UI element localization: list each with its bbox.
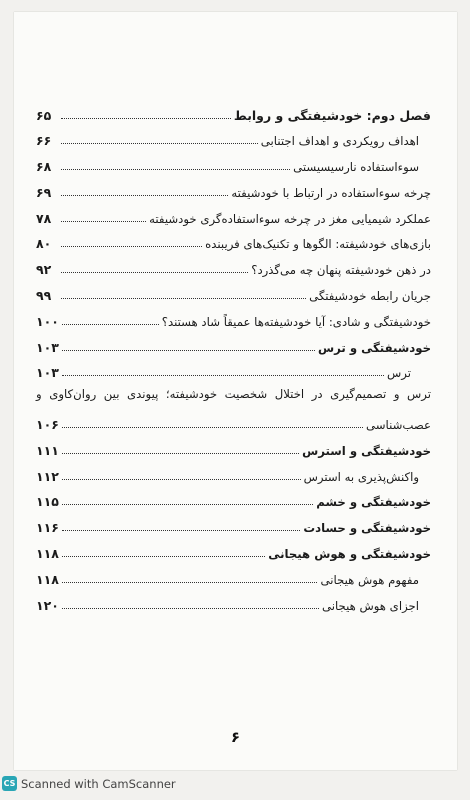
toc-leader-dots: [62, 324, 159, 325]
toc-entry-title: عصب‌شناسی: [365, 418, 431, 433]
toc-entry-title: خودشیفتگی و استرس: [302, 443, 431, 458]
toc-entry-title: بازی‌های خودشیفته: الگوها و تکنیک‌های فریبنده: [205, 237, 431, 252]
camscanner-logo-icon: CS: [2, 776, 17, 791]
toc-chapter-heading: [36, 98, 431, 123]
toc-entry-page-number: ۱۰۳: [36, 365, 59, 381]
toc-entry: [36, 175, 431, 200]
toc-entry-title: فصل دوم: خودشیفتگی و روابط: [233, 107, 431, 123]
toc-entry-page-number: ۶۹: [36, 184, 52, 200]
toc-entry-title: واکنش‌پذیری به استرس: [303, 469, 419, 484]
toc-entry: [36, 562, 431, 587]
toc-entry-title: ترس: [387, 366, 411, 381]
page-number: ۶: [230, 728, 241, 746]
toc-entry-page-number: ۱۰۶: [36, 417, 59, 433]
toc-entry: [36, 408, 431, 433]
toc-leader-dots: [62, 479, 301, 480]
toc-entry-page-number: ۱۰۳: [36, 339, 59, 355]
toc-entry-title: جریان رابطه خودشیفتگی: [309, 289, 431, 304]
book-page: [14, 12, 457, 770]
toc-leader-dots: [62, 453, 299, 454]
toc-leader-dots: [61, 195, 228, 196]
camscanner-watermark: [2, 776, 176, 791]
toc-entry: [36, 227, 431, 252]
toc-leader-dots: [62, 350, 315, 351]
toc-entry: [36, 485, 431, 510]
toc-entry-page-number: ۱۱۸: [36, 546, 59, 562]
toc-entry: [36, 201, 431, 226]
toc-entry: [36, 330, 431, 355]
toc-entry: [36, 150, 431, 175]
table-of-contents: [36, 98, 431, 614]
toc-entry-title: عملکرد شیمیایی مغز در چرخه سوءاستفاده‌گری خودشیفته: [149, 211, 431, 226]
toc-entry: [36, 459, 431, 484]
toc-entry: [36, 382, 431, 407]
toc-leader-dots: [62, 530, 300, 531]
toc-leader-dots: [61, 221, 146, 222]
toc-entry: [36, 588, 431, 613]
toc-entry-title: اهداف رویکردی و اهداف اجتنابی: [260, 134, 419, 149]
toc-entry-page-number: ۱۲۰: [36, 597, 59, 613]
toc-entry-title: سوءاستفاده نارسیسیستی: [293, 160, 419, 175]
toc-leader-dots: [62, 582, 318, 583]
toc-leader-dots: [62, 504, 313, 505]
toc-entry: [36, 124, 431, 149]
toc-entry: [36, 537, 431, 562]
toc-entry: [36, 433, 431, 458]
toc-leader-dots: [61, 169, 290, 170]
toc-entry-page-number: ۶۸: [36, 159, 52, 175]
toc-entry-page-number: ۱۱۱: [36, 442, 59, 458]
toc-entry-page-number: ۱۰۰: [36, 313, 59, 329]
toc-entry-page-number: ۶۶: [36, 133, 52, 149]
toc-leader-dots: [61, 118, 231, 119]
toc-entry: [36, 356, 431, 381]
toc-entry-title: اجزای هوش هیجانی: [321, 598, 419, 613]
toc-entry-title: خودشیفتگی و حسادت: [303, 521, 431, 536]
toc-entry: [36, 253, 431, 278]
toc-leader-dots: [61, 246, 202, 247]
toc-entry-title: در ذهن خودشیفته پنهان چه می‌گذرد؟: [251, 263, 431, 278]
toc-entry-title: چرخه سوءاستفاده در ارتباط با خودشیفته: [231, 185, 431, 200]
toc-entry-page-number: ۹۲: [36, 262, 52, 278]
toc-entry-page-number: ۱۱۶: [36, 520, 59, 536]
toc-entry: [36, 279, 431, 304]
watermark-text: Scanned with CamScanner: [21, 776, 176, 791]
toc-entry-title: خودشیفتگی و خشم: [316, 495, 431, 510]
toc-leader-dots: [62, 427, 363, 428]
toc-entry: [36, 304, 431, 329]
toc-entry: [36, 511, 431, 536]
toc-entry-title: مفهوم هوش هیجانی: [320, 572, 419, 587]
toc-leader-dots: [62, 375, 384, 376]
toc-entry-page-number: ۶۵: [36, 107, 52, 123]
toc-entry-title: خودشیفتگی و هوش هیجانی: [268, 547, 431, 562]
toc-entry-page-number: ۱۱۸: [36, 571, 59, 587]
toc-entry-title: خودشیفتگی و شادی: آیا خودشیفته‌ها عمیقاً شاد هستند؟: [161, 314, 431, 329]
toc-leader-dots: [61, 298, 306, 299]
toc-leader-dots: [62, 556, 265, 557]
toc-leader-dots: [61, 143, 258, 144]
toc-entry-page-number: ۷۸: [36, 210, 52, 226]
toc-entry-page-number: ۱۱۵: [36, 494, 59, 510]
toc-entry-title: خودشیفتگی و ترس: [317, 340, 431, 355]
toc-entry-page-number: ۱۱۲: [36, 468, 59, 484]
toc-leader-dots: [62, 608, 319, 609]
toc-entry-title: ترس و تصمیم‌گیری در اختلال شخصیت خودشیفته؛ پیوندی بین روان‌کاوی و: [36, 387, 431, 402]
toc-entry-page-number: ۹۹: [36, 288, 52, 304]
toc-entry-page-number: ۸۰: [36, 236, 52, 252]
toc-leader-dots: [61, 272, 248, 273]
